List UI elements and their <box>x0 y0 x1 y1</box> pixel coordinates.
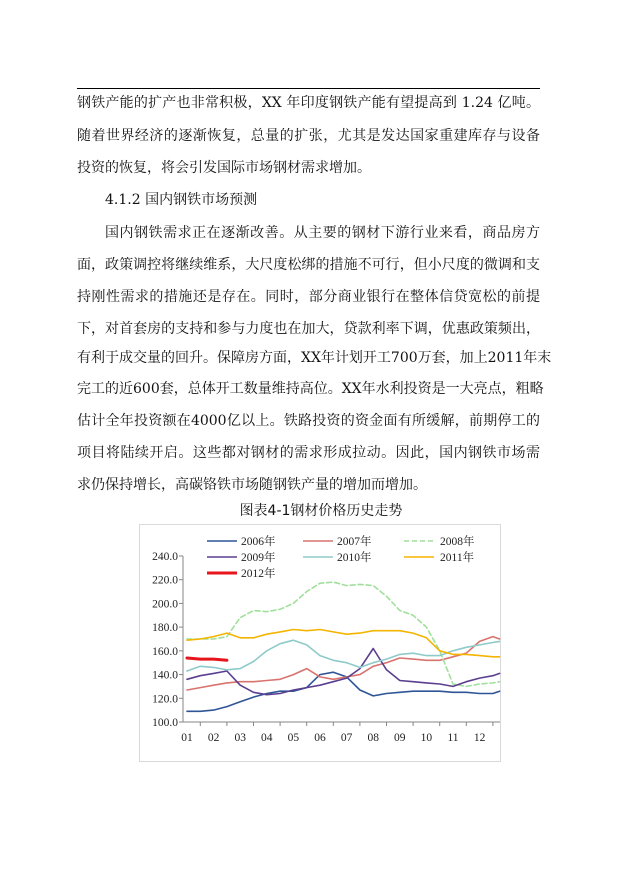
x-tick-label: 06 <box>314 732 326 744</box>
legend-label: 2009年 <box>241 552 276 564</box>
x-tick-label: 10 <box>420 732 433 744</box>
x-tick-label: 11 <box>447 732 459 744</box>
y-tick-label: 180.0 <box>152 622 178 635</box>
x-tick-label: 02 <box>207 732 220 744</box>
legend-label: 2012年 <box>241 568 276 580</box>
intro-line-2: 随着世界经济的逐渐恢复，总量的扩张，尤其是发达国家重建库存与设备 <box>77 128 540 144</box>
legend-label: 2006年 <box>241 536 276 548</box>
y-tick-label: 240.0 <box>152 550 178 563</box>
y-tick-label: 160.0 <box>152 645 178 658</box>
y-tick-label: 100.0 <box>152 717 178 729</box>
steel-price-chart <box>139 524 501 762</box>
x-tick-label: 09 <box>394 732 406 744</box>
body-line-7: 估计全年投资额在4000亿以上。铁路投资的资金面有所缓解，前期停工的 <box>77 413 540 429</box>
y-tick-label: 200.0 <box>152 598 178 611</box>
body-line-5: 有利于成交量的回升。保障房方面，XX年计划开工700万套，加上2011年末 <box>77 350 552 366</box>
y-tick-label: 220.0 <box>152 574 178 587</box>
body-line-9: 求仍保持增长，高碳铬铁市场随钢铁产量的增加而增加。 <box>77 477 427 493</box>
body-line-4: 下，对首套房的支持和参与力度也在加大，贷款利率下调，优惠政策频出， <box>77 321 540 337</box>
x-tick-label: 12 <box>473 732 486 744</box>
legend-label: 2010年 <box>337 552 372 564</box>
y-tick-label: 140.0 <box>152 669 178 682</box>
x-tick-label: 05 <box>287 732 300 744</box>
x-tick-label: 03 <box>234 732 246 744</box>
y-tick-label: 120.0 <box>152 693 178 706</box>
legend-label: 2007年 <box>337 536 372 548</box>
x-tick-label: 07 <box>340 732 353 744</box>
body-line-6: 完工的近600套，总体开工数量维持高位。XX年水利投资是一大亮点，粗略 <box>77 381 544 397</box>
legend-label: 2011年 <box>440 552 475 564</box>
x-tick-label: 01 <box>181 732 193 744</box>
x-tick-label: 04 <box>261 732 273 744</box>
header-rule <box>77 88 540 89</box>
body-line-3: 持刚性需求的措施还是存在。同时，部分商业银行在整体信贷宽松的前提 <box>77 289 540 305</box>
figure-caption: 图表4-1钢材价格历史走势 <box>239 503 403 519</box>
intro-line-3: 投资的恢复，将会引发国际市场钢材需求增加。 <box>77 160 371 176</box>
body-line-2: 面，政策调控将继续维系，大尺度松绑的措施不可行，但小尺度的微调和支 <box>77 257 540 273</box>
legend-label: 2008年 <box>440 536 475 548</box>
body-line-1: 国内钢铁需求正在逐渐改善。从主要的钢材下游行业来看，商品房方 <box>105 225 540 241</box>
x-tick-label: 08 <box>367 732 379 744</box>
body-line-8: 项目将陆续开启。这些都对钢材的需求形成拉动。因此，国内钢铁市场需 <box>77 445 540 461</box>
series-line-6 <box>187 658 227 660</box>
intro-line-1: 钢铁产能的扩产也非常积极，XX 年印度钢铁产能有望提高到 1.24 亿吨。 <box>77 95 540 111</box>
section-heading: 4.1.2 国内钢铁市场预测 <box>105 192 258 208</box>
